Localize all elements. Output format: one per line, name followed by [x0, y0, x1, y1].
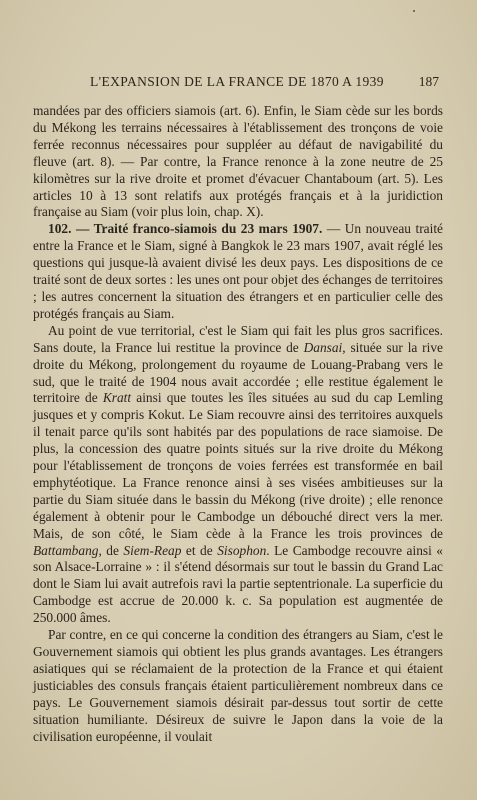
paragraph-3-text-b: , située sur la rive droite du Mékong, prolongement du royaume de Louang-Prabang vers le sud, que le traité de 1904 nous avait accordée ; elle restitue également le territoire de [33, 339, 443, 406]
place-battambang: Battambang [33, 542, 99, 558]
paragraph-3 [33, 323, 443, 627]
place-dansai: Dansai [303, 339, 343, 355]
paragraph-4: Par contre, en ce qui concerne la condition des étrangers au Siam, c'est le Gouvernement siamois qui obtient les plus grands avantages. Les étrangers asiatiques qui se réclamaient de la protection de la France et qui étaient justiciables des consuls français étaient particulièrement nombreux dans ce pays. Le Gouvernement siamois désirait par-dessus tout sortir de cette situation humiliante. Désireux de suivre le Japon dans la voie de la civilisation européenne, il voulait [33, 627, 443, 744]
place-siem-reap: Siem-Reap [123, 542, 182, 558]
paragraph-3-text-f: . Le Cambodge recouvre ainsi « son Alsace-Lorraine » : il s'étend désormais sur tout le bassin du Grand Lac dont le Siam lui avait autrefois ravi la partie septentrionale. La superficie du Cambodge est accrue de 20.000 k. c. Sa population est augmentée de 250.000 âmes. [33, 542, 443, 626]
paragraph-3-text-e: et de [181, 542, 218, 558]
place-kratt: Kratt [102, 390, 132, 406]
paragraph-3-text-a: Au point de vue territorial, c'est le Siam qui fait les plus gros sacrifices. Sans doute, la France lui restitue la province de [33, 322, 443, 355]
page-header [36, 74, 441, 92]
paragraph-3-text-d: , de [98, 542, 124, 558]
paragraph-2 [33, 221, 443, 322]
page-number: 187 [418, 74, 439, 89]
paragraph-1: mandées par des officiers siamois (art. 6). Enfin, le Siam cède sur les bords du Mékong les terrains nécessaires à l'établissement des tronçons de voie ferrée reconnus nécessaires pour suppléer au défaut de navigabilité du fleuve (art. 8). — Par contre, la France renonce à la zone neutre de 25 kilomètres sur la rive droite et promet d'évacuer Chantaboum (art. 5). Les articles 10 à 13 sont relatifs aux protégés français et à la juridiction française au Siam (voir plus loin, chap. X). [33, 103, 443, 220]
paragraph-3-text-c: ainsi que toutes les îles situées au sud du cap Lemling jusques et y compris Kokut. Le Siam recouvre ainsi des territoires auxquels il tenait parce qu'ils sont habités par des populations de race siamoise. De plus, la concession des quatre points situés sur la rive droite du Mékong pour l'établissement de tronçons de voies ferrées est transformée en bail emphytéotique. La France renonce ainsi à ses visées ambitieuses sur la partie du Siam située dans le bassin du Mékong (rive droite) ; elle renonce également à obtenir pour le Cambodge un débouché direct vers la mer. Mais, de son côté, le Siam cède à la France les trois provinces de [33, 390, 443, 541]
place-sisophon: Sisophon [217, 542, 267, 558]
section-heading: 102. — Traité franco-siamois du 23 mars 1907. [48, 221, 323, 237]
body-text [33, 103, 443, 745]
paper-speck [413, 10, 415, 12]
paragraph-2-text: — Un nouveau traité entre la France et le Siam, signé à Bangkok le 23 mars 1907, avait réglé les questions qui jusque-là avaient divisé les deux pays. Les dispositions de ce traité sont de deux sortes : les unes ont pour objet des échanges de territoires ; les autres concernent la situation des étrangers et en particulier celle des protégés français au Siam. [33, 221, 443, 321]
running-title: L'EXPANSION DE LA FRANCE DE 1870 A 1939 [90, 74, 384, 89]
